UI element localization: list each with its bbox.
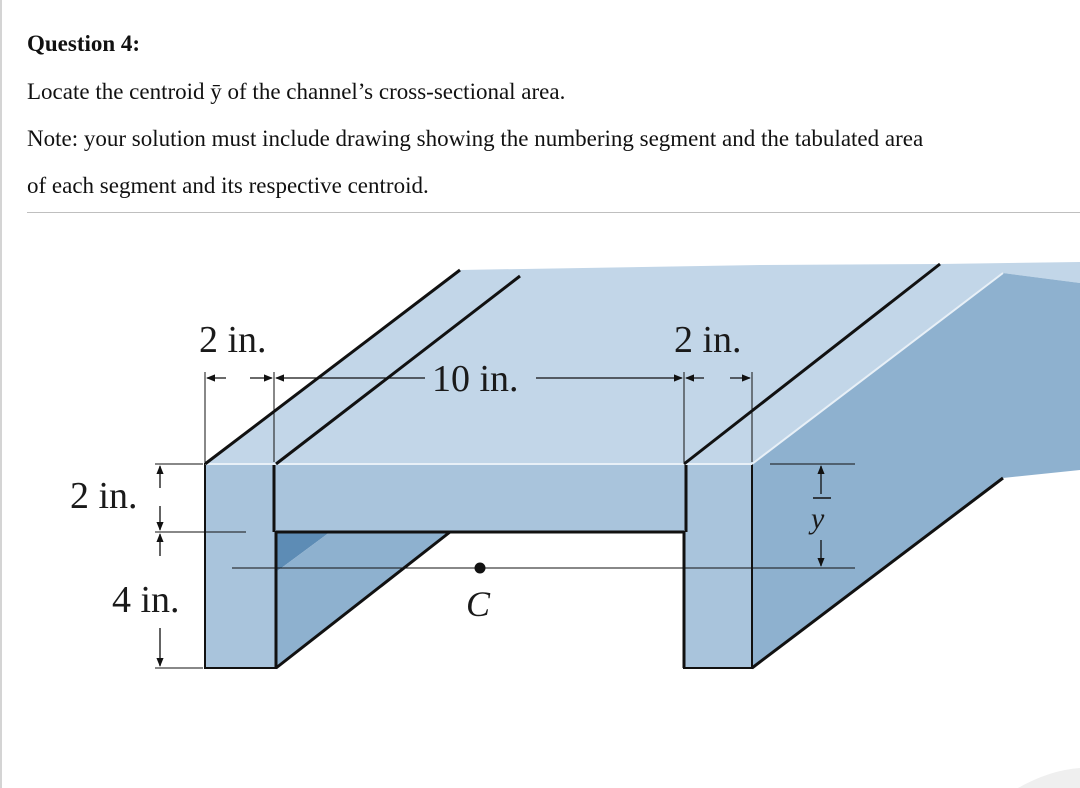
question-note-line-2: of each segment and its respective centroid. xyxy=(27,173,429,198)
dim-right-flange-label: 2 in. xyxy=(674,319,742,361)
question-prompt: Locate the centroid ȳ of the channel’s cross-sectional area. xyxy=(27,79,566,104)
dim-top-thickness-label: 2 in. xyxy=(70,475,138,517)
question-heading: Question 4: xyxy=(27,31,141,56)
centroid-label: C xyxy=(466,584,491,624)
dim-leg-height-label: 4 in. xyxy=(112,579,180,621)
dim-left-flange-label: 2 in. xyxy=(199,319,267,361)
ybar-label: y xyxy=(811,502,825,535)
centroid-dot xyxy=(475,563,486,574)
question-note-line-1: Note: your solution must include drawing showing the numbering segment and the tabulated area xyxy=(27,126,924,151)
page-corner-shadow xyxy=(1018,768,1080,788)
dim-web-label: 10 in. xyxy=(432,358,519,400)
